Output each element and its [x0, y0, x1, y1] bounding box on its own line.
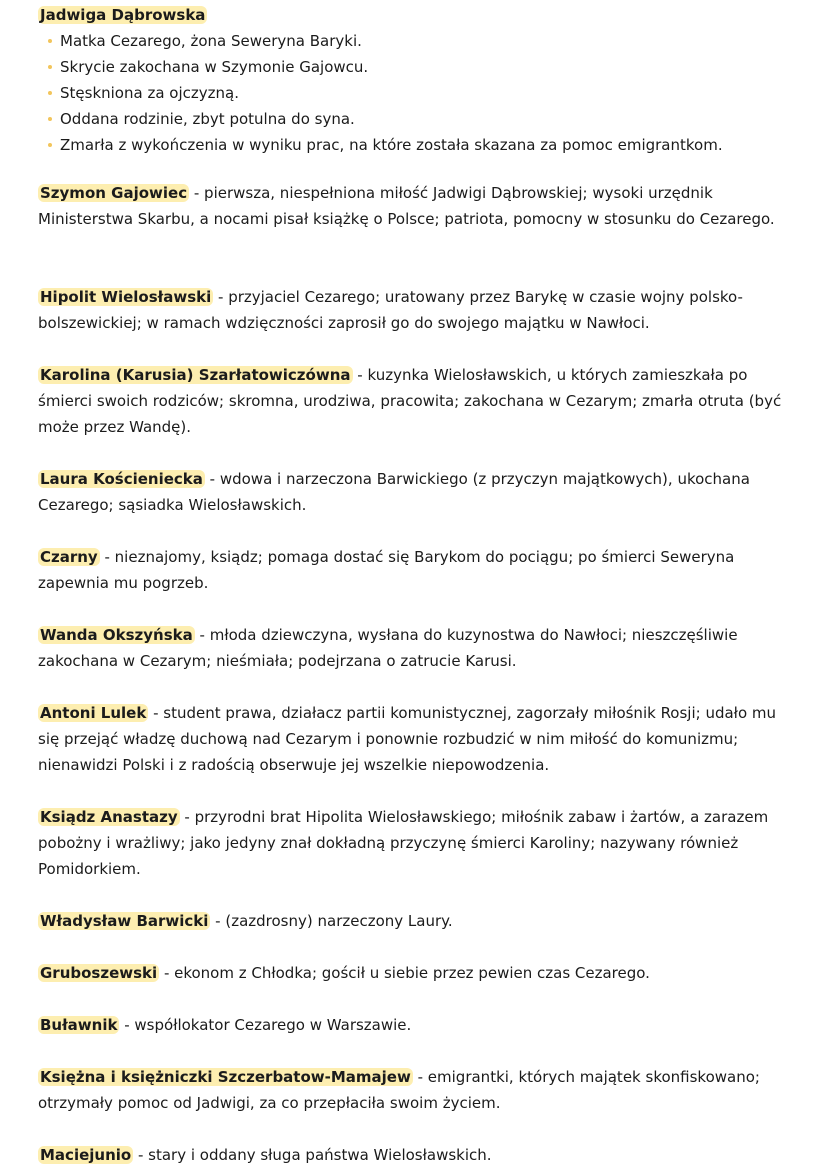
character-name: Karolina (Karusia) Szarłatowiczówna	[40, 366, 351, 384]
entry-jadwiga	[38, 2, 798, 158]
entry-gruboszewski	[38, 960, 798, 986]
trait-item: Skrycie zakochana w Szymonie Gajowcu.	[48, 54, 798, 80]
trait-item: Oddana rodzinie, zbyt potulna do syna.	[48, 106, 798, 132]
character-description: - przyrodni brat Hipolita Wielosławskiego; miłośnik zabaw i żartów, a zarazem pobożny i wrażliwy; jako jedyny znał dokładną przyczynę śmierci Karoliny; nazywany również Pomidorkiem.	[38, 808, 769, 878]
character-description: - stary i oddany sługa państwa Wielosławskich.	[133, 1146, 492, 1164]
trait-item: Matka Cezarego, żona Seweryna Baryki.	[48, 28, 798, 54]
character-description: - kuzynka Wielosławskich, u których zamieszkała po śmierci swoich rodziców; skromna, urodziwa, pracowita; zakochana w Cezarym; zmarła otruta (być może przez Wandę).	[38, 366, 782, 436]
entry-antoni	[38, 700, 798, 778]
character-name: Hipolit Wielosławski	[40, 288, 212, 306]
character-name: Księżna i księżniczki Szczerbatow-Mamajew	[40, 1068, 411, 1086]
character-name: Antoni Lulek	[40, 704, 147, 722]
character-name: Buławnik	[40, 1016, 118, 1034]
entry-czarny	[38, 544, 798, 596]
character-name: Władysław Barwicki	[40, 912, 209, 930]
character-name: Maciejunio	[40, 1146, 132, 1164]
character-name: Ksiądz Anastazy	[40, 808, 178, 826]
entry-wanda	[38, 622, 798, 674]
character-description: - młoda dziewczyna, wysłana do kuzynostwa do Nawłoci; nieszczęśliwie zakochana w Cezarym; nieśmiała; podejrzana o zatrucie Karusi.	[38, 626, 738, 670]
entry-szczerbatow	[38, 1064, 798, 1116]
character-description: - wdowa i narzeczona Barwickiego (z przyczyn majątkowych), ukochana Cezarego; sąsiadka Wielosławskich.	[38, 470, 750, 514]
character-description: - pierwsza, niespełniona miłość Jadwigi Dąbrowskiej; wysoki urzędnik Ministerstwa Skarbu, a nocami pisał książkę o Polsce; patriota, pomocny w stosunku do Cezarego.	[38, 184, 775, 228]
entry-bulawnik	[38, 1012, 798, 1038]
character-name: Wanda Okszyńska	[40, 626, 193, 644]
entry-laura	[38, 466, 798, 518]
character-description: - współlokator Cezarego w Warszawie.	[119, 1016, 412, 1034]
character-name: Szymon Gajowiec	[40, 184, 188, 202]
character-name: Laura Kościeniecka	[40, 470, 203, 488]
character-name: Czarny	[40, 548, 98, 566]
character-name: Gruboszewski	[40, 964, 158, 982]
character-name: Jadwiga Dąbrowska	[40, 6, 206, 24]
character-description: - ekonom z Chłodka; gościł u siebie przez pewien czas Cezarego.	[159, 964, 650, 982]
character-description: - przyjaciel Cezarego; uratowany przez Barykę w czasie wojny polsko-bolszewickiej; w ramach wdzięczności zaprosił go do swojego majątku w Nawłoci.	[38, 288, 743, 332]
entry-hipolit	[38, 284, 798, 336]
trait-list	[38, 28, 798, 158]
trait-item: Stęskniona za ojczyzną.	[48, 80, 798, 106]
entry-karolina	[38, 362, 798, 440]
character-description: - nieznajomy, ksiądz; pomaga dostać się Barykom do pociągu; po śmierci Seweryna zapewnia mu pogrzeb.	[38, 548, 735, 592]
character-description: - (zazdrosny) narzeczony Laury.	[210, 912, 453, 930]
entry-anastazy	[38, 804, 798, 882]
entry-szymon	[38, 180, 798, 232]
entry-barwicki	[38, 908, 798, 934]
trait-item: Zmarła z wykończenia w wyniku prac, na które została skazana za pomoc emigrantkom.	[48, 132, 798, 158]
character-description: - emigrantki, których majątek skonfiskowano; otrzymały pomoc od Jadwigi, za co przepłaciła swoim życiem.	[38, 1068, 760, 1112]
character-description: - student prawa, działacz partii komunistycznej, zagorzały miłośnik Rosji; udało mu się przejąć władzę duchową nad Cezarym i ponownie rozbudzić w nim miłość do komunizmu; nienawidzi Polski i z radością obserwuje jej wszelkie niepowodzenia.	[38, 704, 777, 774]
entry-maciejunio	[38, 1142, 798, 1168]
